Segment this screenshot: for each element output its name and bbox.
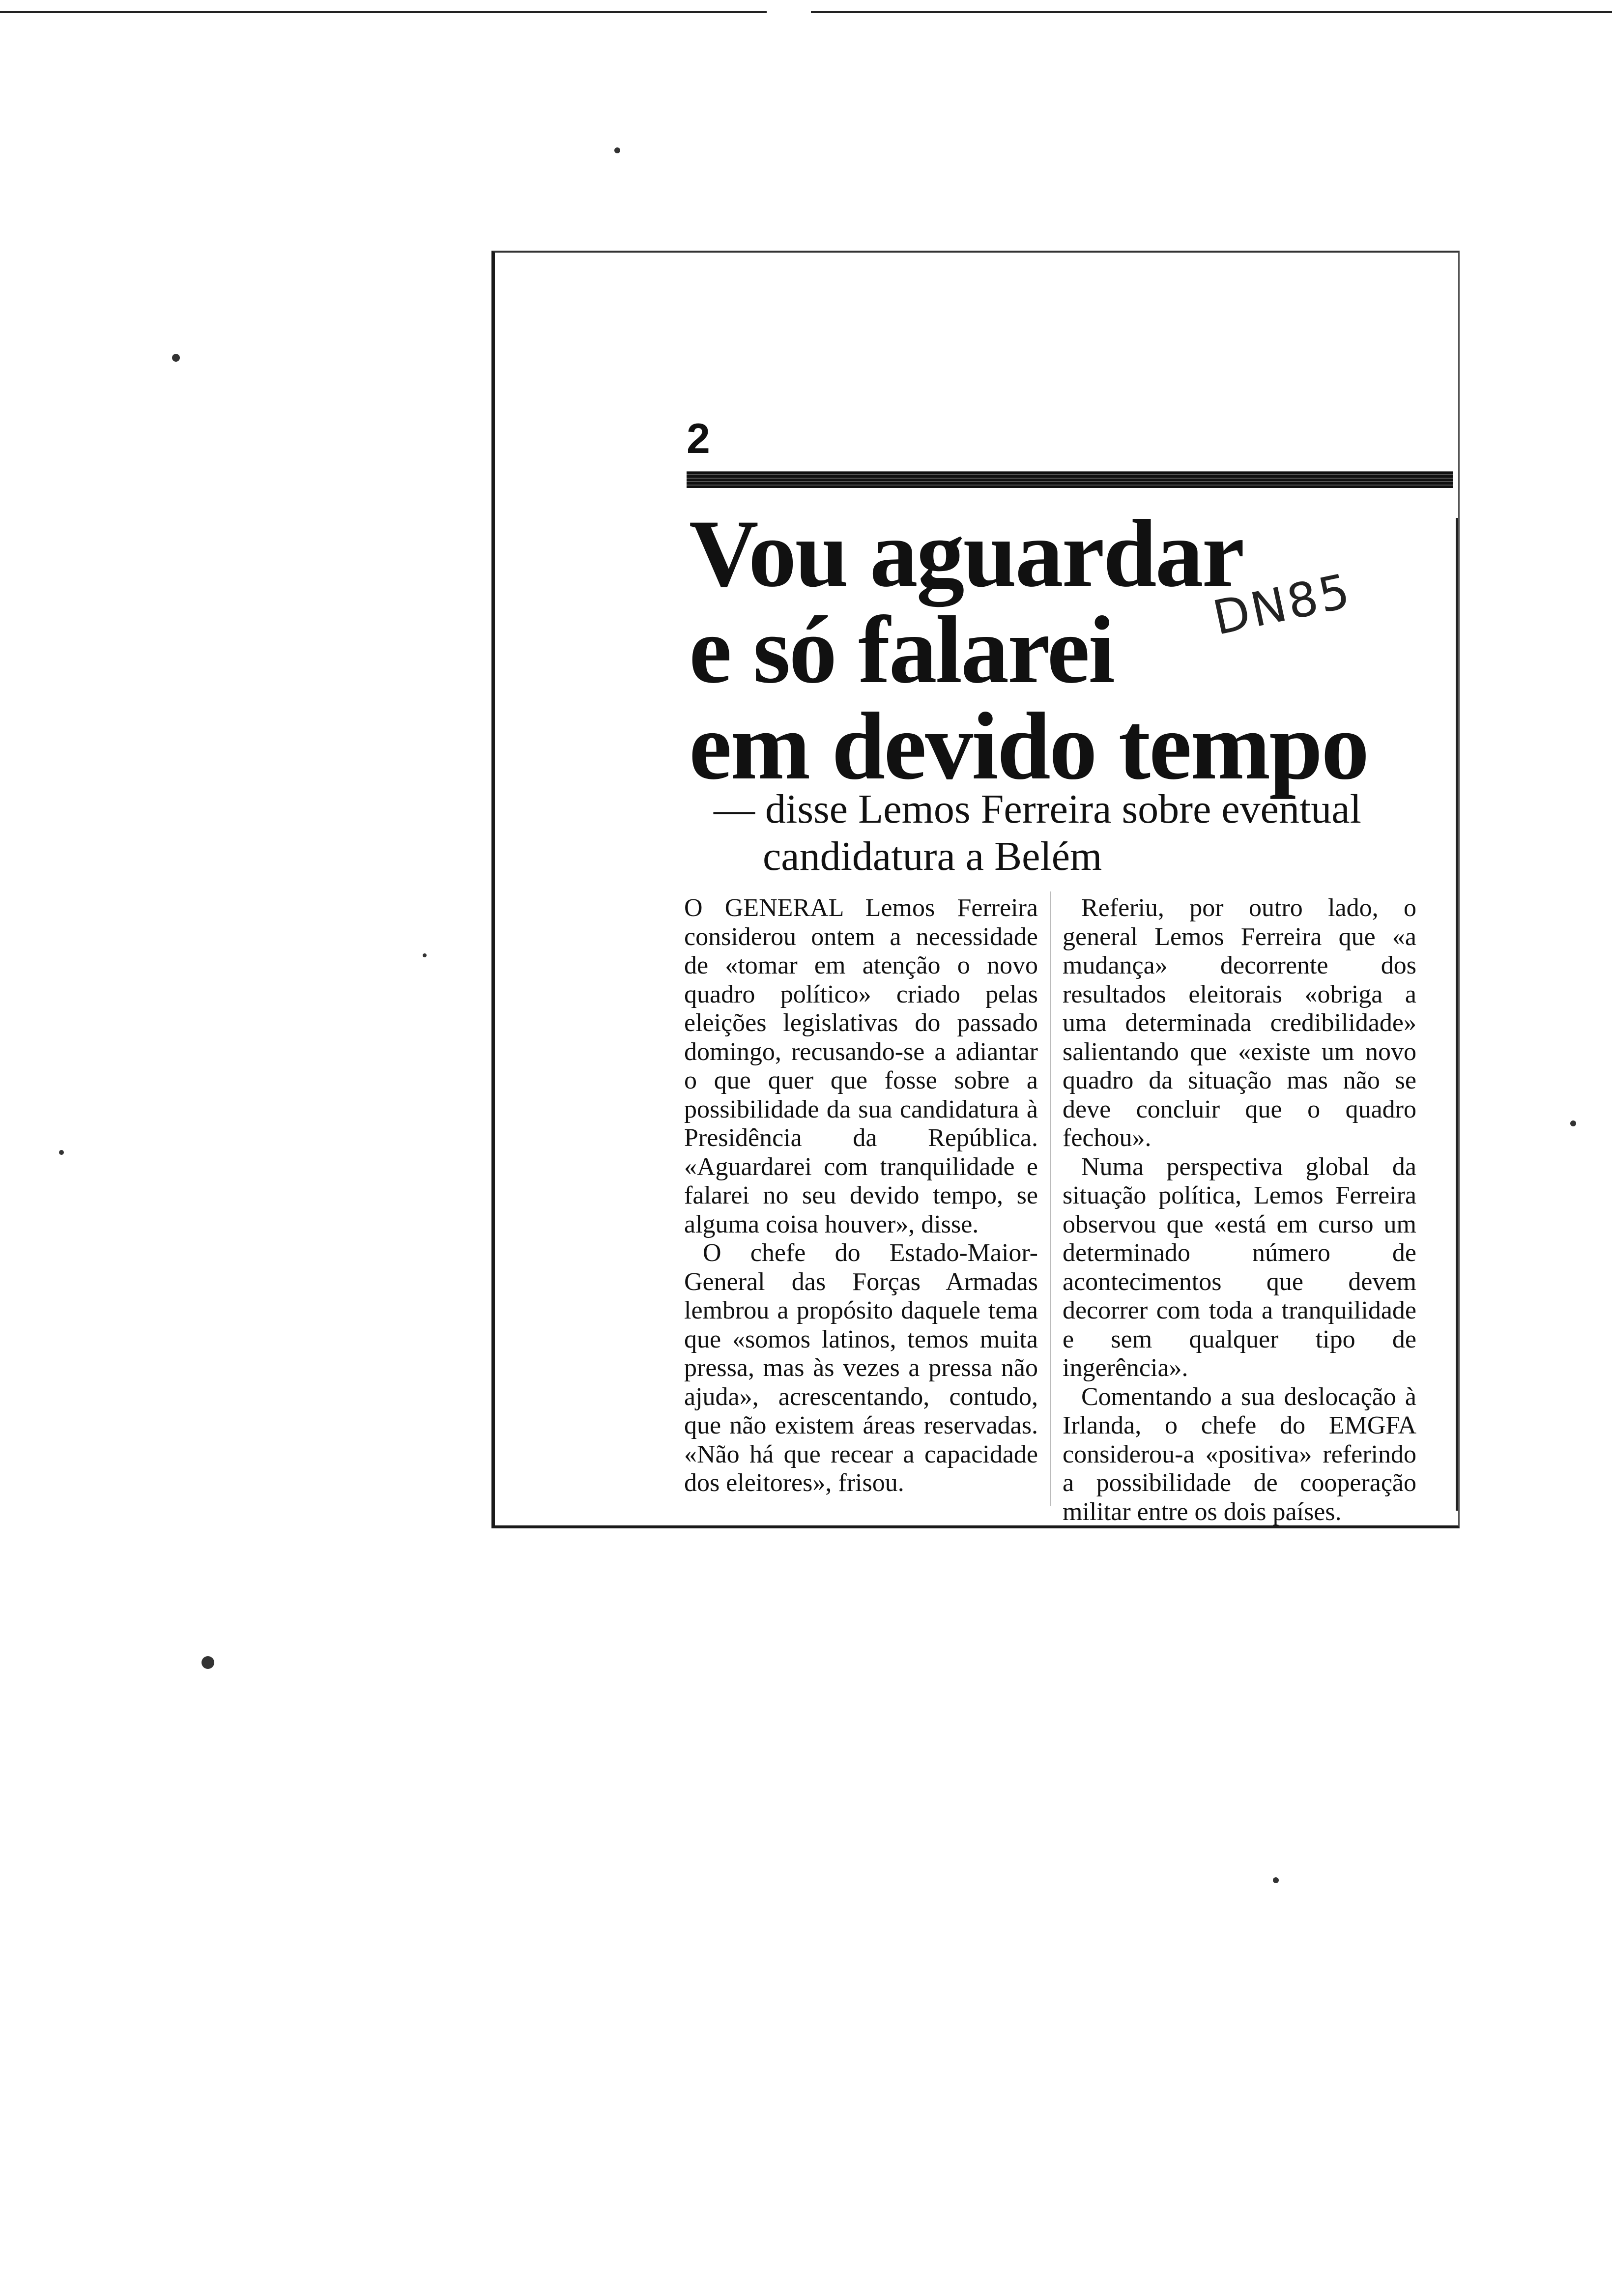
- subheadline-line-1: — disse Lemos Ferreira sobre eventual: [714, 786, 1361, 832]
- page-number: 2: [687, 415, 710, 462]
- article-paragraph: O GENERAL Lemos Ferreira considerou ontem a necessidade de «tomar em atenção o novo quadro político» criado pelas eleições legislativas do passado domingo, recusando-se a adiantar o que quer que fosse sobre a possibilidade da sua candidatura à Presidência da República. «Aguardarei com tranquilidade e falarei no seu devido tempo, se alguma coisa houver», disse.: [684, 894, 1038, 1238]
- scan-top-line-right: [811, 11, 1612, 13]
- headline-line-1: Vou aguardar: [689, 500, 1243, 607]
- column-divider: [1050, 891, 1051, 1506]
- speck: [423, 953, 427, 957]
- article-paragraph: Numa perspectiva global da situação política, Lemos Ferreira observou que «está em curso um determinado número de acontecimentos que devem decorrer com toda a tranquilidade e sem qualquer tipo de ingerência».: [1063, 1152, 1416, 1382]
- subheadline: [714, 786, 1451, 880]
- article-column-right: [1063, 894, 1416, 1526]
- headline-line-3: em devido tempo: [689, 693, 1368, 800]
- article-paragraph: Comentando a sua deslocação à Irlanda, o chefe do EMGFA considerou-a «positiva» referindo a possibilidade de cooperação militar entre os dois países.: [1063, 1382, 1416, 1526]
- speck: [59, 1150, 64, 1155]
- speck: [1273, 1877, 1279, 1883]
- speck: [202, 1656, 214, 1669]
- newspaper-clipping: [491, 251, 1460, 1528]
- speck: [172, 354, 180, 362]
- handwritten-note: DN85: [1208, 563, 1356, 646]
- article-column-left: [684, 894, 1038, 1498]
- headline-line-2: e só falarei: [689, 597, 1114, 703]
- article-paragraph: Referiu, por outro lado, o general Lemos Ferreira que «a mudança» decorrente dos resultados eleitorais «obriga a uma determinada credibilidade» salientando que «existe um novo quadro da situação mas não se deve concluir que o quadro fechou».: [1063, 894, 1416, 1152]
- subheadline-line-2: candidatura a Belém: [763, 833, 1102, 879]
- clipping-right-rule: [1456, 518, 1458, 1511]
- speck: [1570, 1120, 1576, 1126]
- headline: [689, 500, 1446, 800]
- speck: [614, 147, 620, 153]
- header-rule-band: [687, 471, 1453, 488]
- scan-top-line-left: [0, 11, 767, 13]
- article-paragraph: O chefe do Estado-Maior-General das Forças Armadas lembrou a propósito daquele tema que «somos latinos, temos muita pressa, mas às vezes a pressa não ajuda», acrescentando, contudo, que não existem áreas reservadas. «Não há que recear a capacidade dos eleitores», frisou.: [684, 1239, 1038, 1497]
